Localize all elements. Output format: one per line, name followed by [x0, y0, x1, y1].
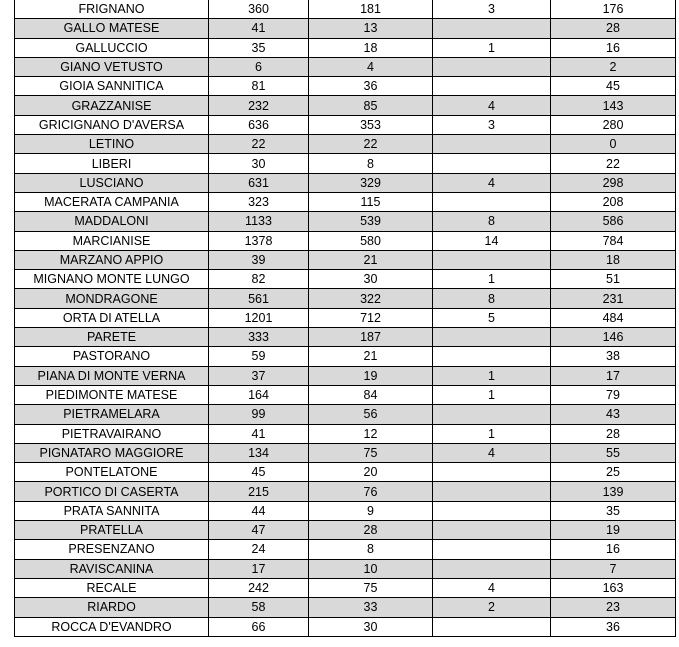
comune-cell: RAVISCANINA [15, 559, 209, 578]
value-cell-2: 10 [309, 559, 433, 578]
value-cell-1: 561 [209, 289, 309, 308]
table-row [15, 250, 676, 269]
value-cell-2: 712 [309, 308, 433, 327]
table-row [15, 482, 676, 501]
comune-cell: LIBERI [15, 154, 209, 173]
comune-cell: MADDALONI [15, 212, 209, 231]
comune-cell: MACERATA CAMPANIA [15, 192, 209, 211]
table-row [15, 38, 676, 57]
comune-cell: RIARDO [15, 598, 209, 617]
value-cell-1: 360 [209, 0, 309, 19]
value-cell-1: 215 [209, 482, 309, 501]
value-cell-4: 0 [551, 135, 676, 154]
value-cell-2: 30 [309, 270, 433, 289]
comune-cell: PASTORANO [15, 347, 209, 366]
table-row [15, 559, 676, 578]
value-cell-4: 25 [551, 463, 676, 482]
comune-cell: MIGNANO MONTE LUNGO [15, 270, 209, 289]
value-cell-1: 59 [209, 347, 309, 366]
value-cell-2: 21 [309, 347, 433, 366]
value-cell-3 [433, 77, 551, 96]
value-cell-3 [433, 463, 551, 482]
value-cell-3: 1 [433, 366, 551, 385]
table-row [15, 19, 676, 38]
value-cell-1: 17 [209, 559, 309, 578]
value-cell-3 [433, 328, 551, 347]
value-cell-4: 17 [551, 366, 676, 385]
value-cell-2: 187 [309, 328, 433, 347]
value-cell-1: 323 [209, 192, 309, 211]
value-cell-1: 37 [209, 366, 309, 385]
comune-cell: PRESENZANO [15, 540, 209, 559]
value-cell-1: 41 [209, 424, 309, 443]
comune-cell: GALLO MATESE [15, 19, 209, 38]
comune-cell: PORTICO DI CASERTA [15, 482, 209, 501]
value-cell-1: 631 [209, 173, 309, 192]
value-cell-4: 23 [551, 598, 676, 617]
value-cell-3 [433, 501, 551, 520]
table-row [15, 328, 676, 347]
value-cell-2: 12 [309, 424, 433, 443]
value-cell-1: 6 [209, 57, 309, 76]
value-cell-1: 41 [209, 19, 309, 38]
value-cell-2: 329 [309, 173, 433, 192]
value-cell-4: 16 [551, 540, 676, 559]
value-cell-2: 21 [309, 250, 433, 269]
value-cell-3: 14 [433, 231, 551, 250]
table-row [15, 96, 676, 115]
comune-cell: PIGNATARO MAGGIORE [15, 443, 209, 462]
value-cell-1: 232 [209, 96, 309, 115]
comune-cell: PIETRAMELARA [15, 405, 209, 424]
value-cell-2: 20 [309, 463, 433, 482]
value-cell-4: 28 [551, 424, 676, 443]
comune-cell: PIEDIMONTE MATESE [15, 385, 209, 404]
value-cell-4: 28 [551, 19, 676, 38]
value-cell-4: 16 [551, 38, 676, 57]
value-cell-3 [433, 57, 551, 76]
value-cell-2: 115 [309, 192, 433, 211]
comune-cell: LUSCIANO [15, 173, 209, 192]
table-row [15, 115, 676, 134]
value-cell-3 [433, 405, 551, 424]
value-cell-3 [433, 250, 551, 269]
value-cell-3: 5 [433, 308, 551, 327]
comune-cell: RECALE [15, 578, 209, 597]
table-row [15, 77, 676, 96]
value-cell-3 [433, 154, 551, 173]
value-cell-1: 1378 [209, 231, 309, 250]
value-cell-1: 44 [209, 501, 309, 520]
table-row [15, 578, 676, 597]
value-cell-3: 8 [433, 212, 551, 231]
value-cell-4: 784 [551, 231, 676, 250]
value-cell-3: 4 [433, 173, 551, 192]
value-cell-1: 242 [209, 578, 309, 597]
comune-cell: PONTELATONE [15, 463, 209, 482]
value-cell-3: 2 [433, 598, 551, 617]
value-cell-3: 4 [433, 96, 551, 115]
value-cell-3: 1 [433, 424, 551, 443]
comune-cell: GRICIGNANO D'AVERSA [15, 115, 209, 134]
value-cell-2: 4 [309, 57, 433, 76]
value-cell-2: 84 [309, 385, 433, 404]
table-row [15, 424, 676, 443]
comune-cell: LETINO [15, 135, 209, 154]
value-cell-2: 85 [309, 96, 433, 115]
value-cell-4: 143 [551, 96, 676, 115]
value-cell-4: 231 [551, 289, 676, 308]
value-cell-4: 18 [551, 250, 676, 269]
comune-cell: MONDRAGONE [15, 289, 209, 308]
value-cell-3: 8 [433, 289, 551, 308]
value-cell-3 [433, 347, 551, 366]
table-row [15, 154, 676, 173]
value-cell-1: 35 [209, 38, 309, 57]
value-cell-4: 586 [551, 212, 676, 231]
value-cell-3 [433, 482, 551, 501]
value-cell-3: 3 [433, 115, 551, 134]
value-cell-1: 1133 [209, 212, 309, 231]
comune-cell: FRIGNANO [15, 0, 209, 19]
table-row [15, 540, 676, 559]
value-cell-4: 38 [551, 347, 676, 366]
value-cell-2: 76 [309, 482, 433, 501]
table-row [15, 173, 676, 192]
comune-cell: MARZANO APPIO [15, 250, 209, 269]
value-cell-2: 8 [309, 154, 433, 173]
value-cell-1: 47 [209, 521, 309, 540]
value-cell-4: 146 [551, 328, 676, 347]
table-row [15, 0, 676, 19]
table-row [15, 212, 676, 231]
comune-cell: PARETE [15, 328, 209, 347]
value-cell-4: 35 [551, 501, 676, 520]
value-cell-4: 163 [551, 578, 676, 597]
comune-cell: PIETRAVAIRANO [15, 424, 209, 443]
value-cell-3 [433, 19, 551, 38]
value-cell-1: 22 [209, 135, 309, 154]
table-row [15, 192, 676, 211]
value-cell-4: 139 [551, 482, 676, 501]
value-cell-4: 43 [551, 405, 676, 424]
value-cell-4: 2 [551, 57, 676, 76]
value-cell-2: 75 [309, 578, 433, 597]
value-cell-4: 79 [551, 385, 676, 404]
value-cell-4: 7 [551, 559, 676, 578]
comune-cell: PIANA DI MONTE VERNA [15, 366, 209, 385]
value-cell-2: 181 [309, 0, 433, 19]
value-cell-4: 280 [551, 115, 676, 134]
value-cell-3: 1 [433, 385, 551, 404]
value-cell-2: 56 [309, 405, 433, 424]
value-cell-4: 45 [551, 77, 676, 96]
comune-cell: GALLUCCIO [15, 38, 209, 57]
value-cell-4: 208 [551, 192, 676, 211]
comune-cell: GIOIA SANNITICA [15, 77, 209, 96]
value-cell-4: 176 [551, 0, 676, 19]
value-cell-2: 30 [309, 617, 433, 636]
table-row [15, 289, 676, 308]
value-cell-2: 13 [309, 19, 433, 38]
table-row [15, 366, 676, 385]
table-row [15, 135, 676, 154]
value-cell-1: 24 [209, 540, 309, 559]
value-cell-1: 134 [209, 443, 309, 462]
comune-cell: ROCCA D'EVANDRO [15, 617, 209, 636]
value-cell-3 [433, 192, 551, 211]
data-table [14, 0, 676, 637]
value-cell-2: 22 [309, 135, 433, 154]
table-row [15, 617, 676, 636]
table-row [15, 270, 676, 289]
value-cell-4: 19 [551, 521, 676, 540]
value-cell-2: 28 [309, 521, 433, 540]
value-cell-1: 45 [209, 463, 309, 482]
value-cell-2: 18 [309, 38, 433, 57]
value-cell-1: 636 [209, 115, 309, 134]
value-cell-4: 22 [551, 154, 676, 173]
value-cell-1: 58 [209, 598, 309, 617]
value-cell-3: 1 [433, 270, 551, 289]
comune-cell: ORTA DI ATELLA [15, 308, 209, 327]
value-cell-2: 9 [309, 501, 433, 520]
value-cell-1: 82 [209, 270, 309, 289]
table-row [15, 501, 676, 520]
value-cell-1: 1201 [209, 308, 309, 327]
table-row [15, 385, 676, 404]
value-cell-2: 36 [309, 77, 433, 96]
value-cell-2: 353 [309, 115, 433, 134]
value-cell-3: 4 [433, 443, 551, 462]
table-row [15, 57, 676, 76]
value-cell-1: 333 [209, 328, 309, 347]
table-row [15, 521, 676, 540]
value-cell-2: 8 [309, 540, 433, 559]
value-cell-2: 19 [309, 366, 433, 385]
value-cell-3: 3 [433, 0, 551, 19]
value-cell-1: 99 [209, 405, 309, 424]
table-row [15, 598, 676, 617]
value-cell-3 [433, 559, 551, 578]
value-cell-2: 539 [309, 212, 433, 231]
value-cell-2: 75 [309, 443, 433, 462]
value-cell-1: 66 [209, 617, 309, 636]
table-row [15, 347, 676, 366]
value-cell-4: 55 [551, 443, 676, 462]
comune-cell: MARCIANISE [15, 231, 209, 250]
value-cell-1: 39 [209, 250, 309, 269]
value-cell-4: 484 [551, 308, 676, 327]
value-cell-1: 164 [209, 385, 309, 404]
value-cell-4: 36 [551, 617, 676, 636]
table-row [15, 405, 676, 424]
value-cell-3 [433, 617, 551, 636]
comune-cell: GRAZZANISE [15, 96, 209, 115]
value-cell-4: 298 [551, 173, 676, 192]
value-cell-4: 51 [551, 270, 676, 289]
value-cell-1: 30 [209, 154, 309, 173]
value-cell-2: 33 [309, 598, 433, 617]
table-row [15, 463, 676, 482]
value-cell-3: 4 [433, 578, 551, 597]
value-cell-3 [433, 521, 551, 540]
value-cell-3: 1 [433, 38, 551, 57]
value-cell-3 [433, 540, 551, 559]
value-cell-2: 322 [309, 289, 433, 308]
table-body [15, 0, 676, 636]
comune-cell: PRATELLA [15, 521, 209, 540]
table-row [15, 308, 676, 327]
table-row [15, 231, 676, 250]
table-row [15, 443, 676, 462]
comune-cell: GIANO VETUSTO [15, 57, 209, 76]
value-cell-2: 580 [309, 231, 433, 250]
value-cell-1: 81 [209, 77, 309, 96]
comune-cell: PRATA SANNITA [15, 501, 209, 520]
value-cell-3 [433, 135, 551, 154]
